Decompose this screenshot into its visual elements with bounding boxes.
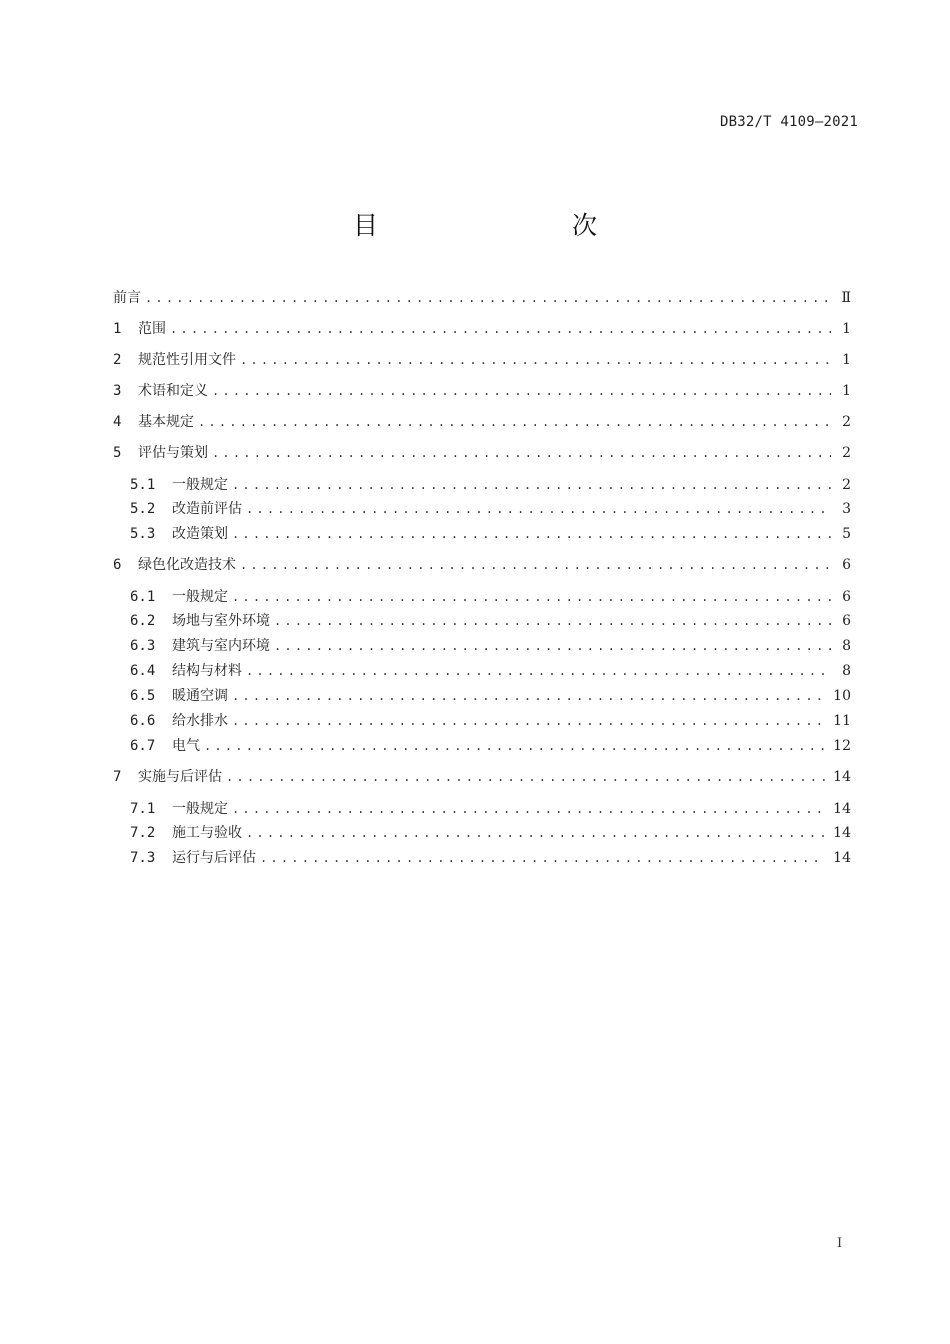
- toc-entry-number: 7: [113, 769, 122, 785]
- toc-entry-6-1[interactable]: [130, 586, 851, 608]
- toc-leader: [240, 554, 831, 576]
- toc-entry-page: 6: [842, 613, 851, 629]
- toc-entry-number: 3: [113, 383, 122, 399]
- toc-entry-number: 6.1: [130, 589, 156, 605]
- toc-entry-page: 8: [842, 663, 851, 679]
- toc-entry-number: 2: [113, 352, 122, 368]
- toc-entry-5-2[interactable]: [130, 498, 851, 520]
- toc-entry-page: 14: [833, 825, 851, 841]
- toc-entry-number: 6.6: [130, 713, 156, 729]
- toc-leader: [274, 635, 831, 657]
- toc-entry-6-2[interactable]: [130, 610, 851, 632]
- toc-entry-label: 给水排水: [172, 713, 228, 729]
- toc-entry-foreword[interactable]: [113, 287, 851, 309]
- toc-entry-7-3[interactable]: [130, 847, 851, 869]
- toc-leader: [232, 798, 825, 820]
- toc-leader: [212, 380, 831, 402]
- toc-entry-number: 6.3: [130, 638, 156, 654]
- toc-entry-5-3[interactable]: [130, 523, 851, 545]
- toc-entry-1[interactable]: [113, 318, 851, 340]
- toc-leader: [232, 710, 825, 732]
- toc-leader: [240, 349, 831, 371]
- toc-entry-page: 6: [842, 557, 851, 573]
- toc-entry-label: 基本规定: [138, 414, 194, 430]
- toc-entry-label: 场地与室外环境: [172, 613, 270, 629]
- toc-entry-number: 7.2: [130, 825, 156, 841]
- toc-entry-6[interactable]: [113, 554, 851, 576]
- toc-entry-number: 7.1: [130, 801, 156, 817]
- toc-leader: [212, 442, 831, 464]
- toc-entry-label: 评估与策划: [138, 445, 208, 461]
- toc-entry-page: 8: [842, 638, 851, 654]
- toc-entry-number: 6.5: [130, 688, 156, 704]
- toc-entry-label: 施工与验收: [172, 825, 242, 841]
- toc-leader: [232, 523, 831, 545]
- toc-entry-6-6[interactable]: [130, 710, 851, 732]
- toc-entry-number: 6.7: [130, 738, 156, 754]
- toc-entry-page: 5: [842, 526, 851, 542]
- toc-leader: [232, 685, 825, 707]
- toc-leader: [232, 474, 831, 496]
- toc-entry-page: 10: [833, 688, 851, 704]
- toc-entry-page: 14: [833, 850, 851, 866]
- toc-entry-label: 实施与后评估: [138, 769, 222, 785]
- toc-leader: [226, 766, 825, 788]
- toc-entry-page: Ⅱ: [841, 290, 851, 306]
- toc-entry-number: 5: [113, 445, 122, 461]
- toc-entry-label: 结构与材料: [172, 663, 242, 679]
- toc-entry-label: 范围: [138, 321, 166, 337]
- toc-entry-6-3[interactable]: [130, 635, 851, 657]
- toc-entry-page: 6: [842, 589, 851, 605]
- toc-leader: [170, 318, 831, 340]
- toc-entry-number: 5.2: [130, 501, 156, 517]
- toc-entry-label: 一般规定: [172, 801, 228, 817]
- page-number: I: [837, 1236, 843, 1251]
- toc-entry-4[interactable]: [113, 411, 851, 433]
- toc-entry-label: 前言: [113, 290, 141, 306]
- toc-leader: [198, 411, 831, 433]
- toc-entry-page: 11: [833, 713, 851, 729]
- toc-entry-page: 1: [842, 352, 851, 368]
- toc-entry-number: 6.4: [130, 663, 156, 679]
- toc-entry-3[interactable]: [113, 380, 851, 402]
- toc-entry-page: 2: [842, 445, 851, 461]
- toc-leader: [246, 498, 831, 520]
- toc-entry-7[interactable]: [113, 766, 851, 788]
- toc-entry-label: 规范性引用文件: [138, 352, 236, 368]
- toc-leader: [145, 287, 831, 309]
- toc-entry-page: 2: [842, 477, 851, 493]
- toc-leader: [260, 847, 825, 869]
- standard-code: DB32/T 4109—2021: [719, 114, 858, 130]
- toc-entry-label: 改造前评估: [172, 501, 242, 517]
- toc-entry-label: 暖通空调: [172, 688, 228, 704]
- toc-entry-label: 建筑与室内环境: [172, 638, 270, 654]
- toc-entry-5-1[interactable]: [130, 474, 851, 496]
- toc-entry-label: 一般规定: [172, 589, 228, 605]
- toc-leader: [232, 586, 831, 608]
- toc-entry-label: 绿色化改造技术: [138, 557, 236, 573]
- toc-leader: [246, 660, 831, 682]
- toc-entry-5[interactable]: [113, 442, 851, 464]
- toc-entry-number: 1: [113, 321, 122, 337]
- toc-entry-page: 2: [842, 414, 851, 430]
- toc-entry-label: 改造策划: [172, 526, 228, 542]
- toc-entry-6-7[interactable]: [130, 735, 851, 757]
- toc-leader: [246, 822, 825, 844]
- toc-entry-page: 12: [833, 738, 851, 754]
- toc-entry-number: 5.1: [130, 477, 156, 493]
- toc-entry-label: 电气: [172, 738, 200, 754]
- toc-entry-label: 运行与后评估: [172, 850, 256, 866]
- toc-leader: [274, 610, 831, 632]
- toc-entry-6-5[interactable]: [130, 685, 851, 707]
- toc-entry-2[interactable]: [113, 349, 851, 371]
- toc-entry-number: 5.3: [130, 526, 156, 542]
- toc-entry-page: 14: [833, 801, 851, 817]
- toc-entry-number: 7.3: [130, 850, 156, 866]
- toc-entry-number: 6: [113, 557, 122, 573]
- toc-entry-page: 3: [842, 501, 851, 517]
- page-title: 目 次: [352, 211, 645, 240]
- toc-entry-number: 4: [113, 414, 122, 430]
- toc-entry-6-4[interactable]: [130, 660, 851, 682]
- toc-entry-7-2[interactable]: [130, 822, 851, 844]
- toc-entry-label: 一般规定: [172, 477, 228, 493]
- toc-entry-page: 1: [842, 383, 851, 399]
- toc-leader: [204, 735, 825, 757]
- toc-entry-label: 术语和定义: [138, 383, 208, 399]
- toc-entry-page: 14: [833, 769, 851, 785]
- toc-entry-page: 1: [842, 321, 851, 337]
- toc-entry-7-1[interactable]: [130, 798, 851, 820]
- toc-entry-number: 6.2: [130, 613, 156, 629]
